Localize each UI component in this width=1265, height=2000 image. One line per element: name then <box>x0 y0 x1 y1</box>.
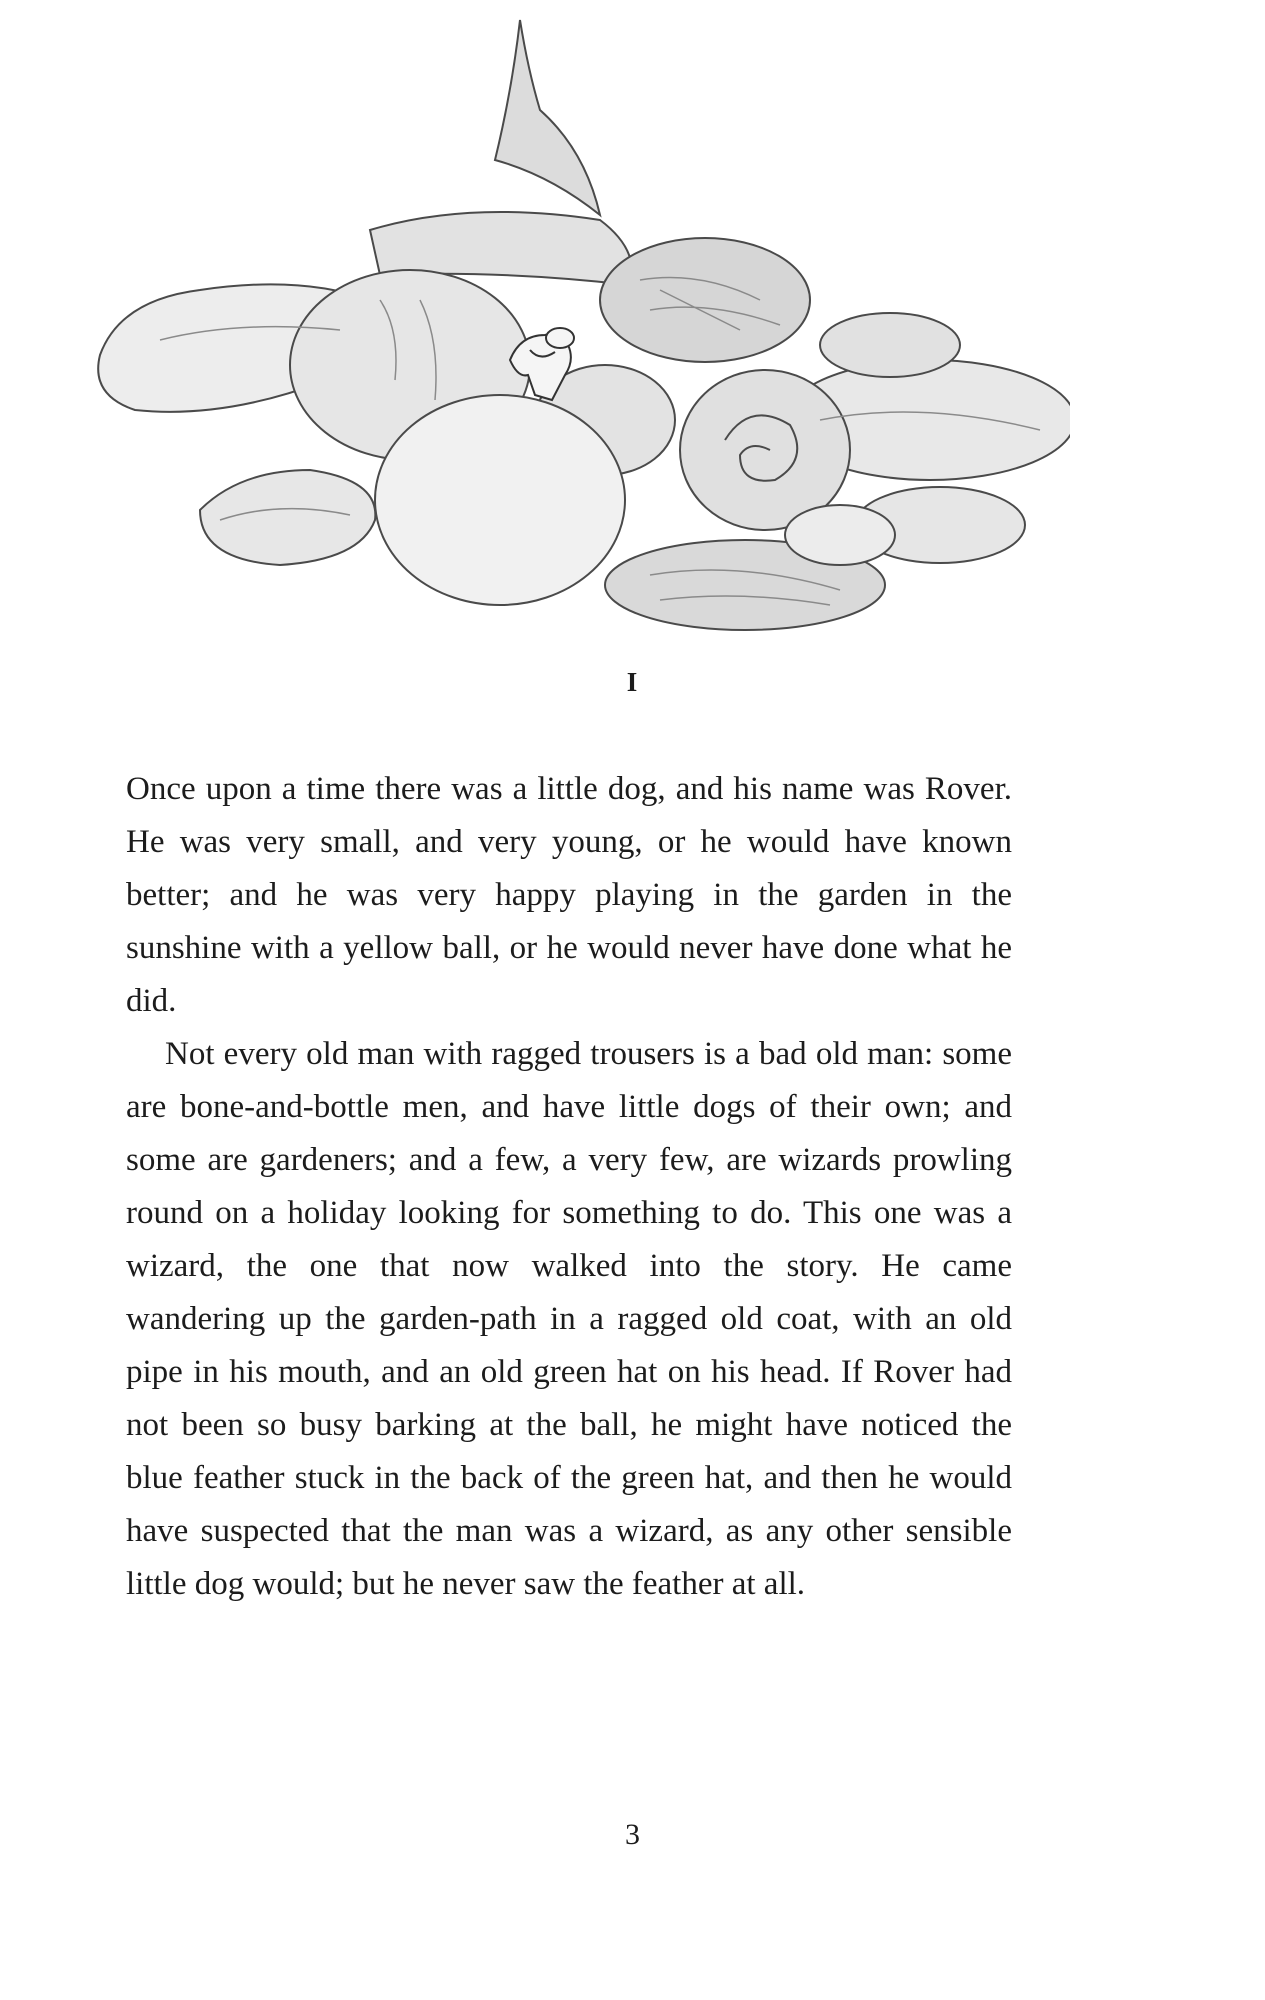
paragraph-1: Once upon a time there was a little dog, and his name was Rover. He was very small, and very young, or he would have known better; and he was very happy playing in the garden in the sunshine with a yellow ball, or he would never have done what he did. <box>126 771 1012 1019</box>
body-text <box>126 763 1012 1611</box>
page-number: 3 <box>625 1818 640 1851</box>
paragraph-2: Not every old man with ragged trousers is a bad old man: some are bone-and-bottle men, and have little dogs of their own; and some are gardeners; and a few, a very few, are wizards prowling round on a holiday looking for something to do. This one was a wizard, the one that now walked into the story. He came wandering up the garden-path in a ragged old coat, with an old pipe in his mouth, and an old green hat on his head. If Rover had not been so busy barking at the ball, he might have noticed the blue feather stuck in the back of the green hat, and then he would have suspected that the man was a wizard, as any other sensible little dog would; but he never saw the feather at all. <box>126 1036 1012 1602</box>
pebbles-illustration <box>40 0 1070 665</box>
chapter-number: I <box>626 667 639 697</box>
